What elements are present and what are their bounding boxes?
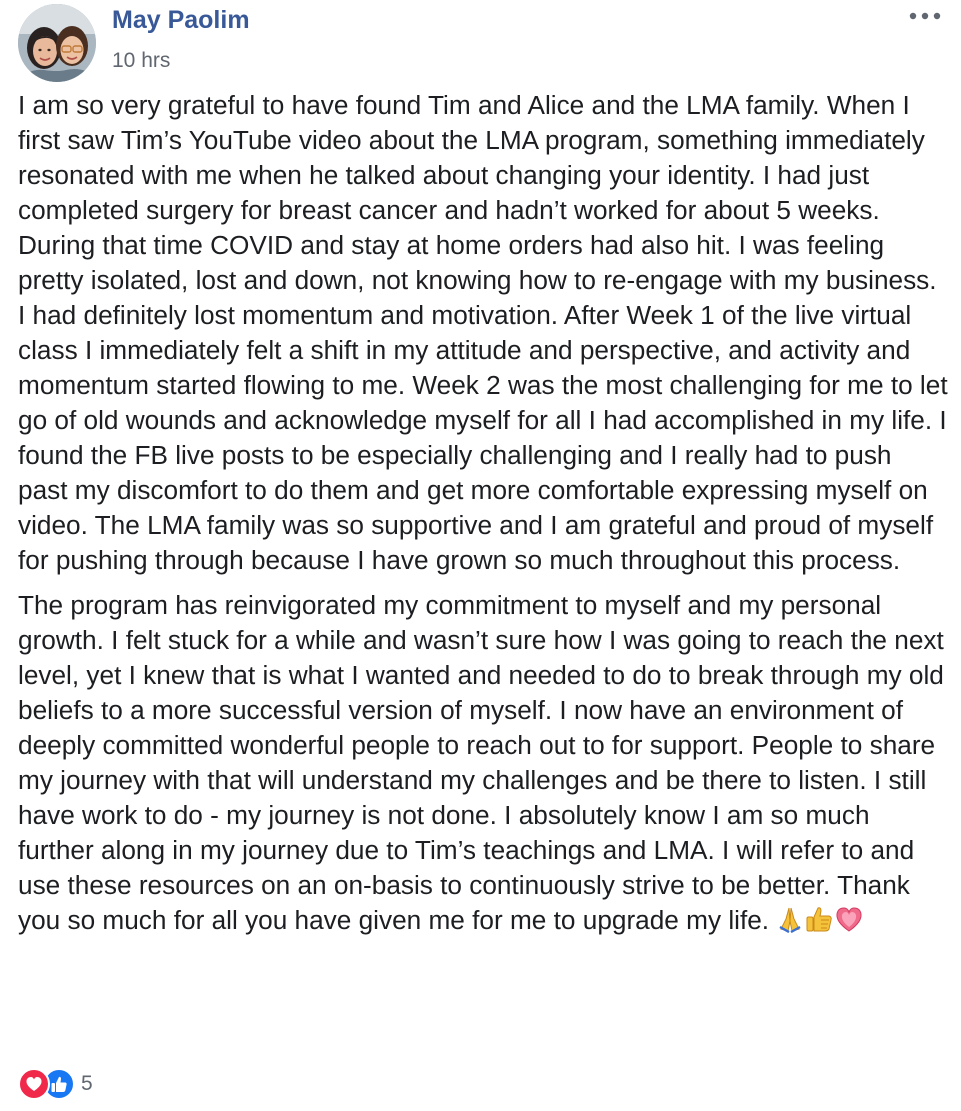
post-timestamp-link[interactable]: 10 hrs [112, 49, 171, 72]
more-options-button[interactable] [907, 6, 943, 26]
avatar-photo-icon [18, 4, 96, 82]
more-dots-icon [907, 6, 943, 26]
post-paragraph: I am so very grateful to have found Tim and Alice and the LMA family. When I first saw Tim’s YouTube video about the LMA program, something immediately resonated with me when he talked about changing your identity. I had just completed surgery for breast cancer and hadn’t worked for about 5 weeks. During that time COVID and stay at home orders had also hit. I was feeling pretty isolated, lost and down, not knowing how to re-engage with my business. I had definitely lost momentum and motivation. After Week 1 of the live virtual class I immediately felt a shift in my attitude and perspective, and activity and momentum started flowing to me. Week 2 was the most challenging for me to let go of old wounds and acknowledge myself for all I had accomplished in my life. I found the FB live posts to be especially challenging and I really had to push past my discomfort to do them and get more comfortable expressing myself on video. The LMA family was so supportive and I am grateful and proud of myself for pushing through because I have grown so much throughout this process. [18, 90, 948, 575]
folded-hands-icon [776, 905, 804, 933]
reactions-summary[interactable] [18, 1067, 93, 1101]
heart-icon [834, 905, 864, 933]
emoji-group [776, 905, 864, 933]
author-name-link[interactable]: May Paolim [112, 6, 250, 34]
post-header [18, 2, 943, 80]
reaction-count: 5 [81, 1072, 93, 1095]
thumbs-up-icon [804, 905, 834, 933]
avatar[interactable] [18, 4, 96, 82]
post-paragraph-text: The program has reinvigorated my commitment to myself and my personal growth. I felt stuck for a while and wasn’t sure how I was going to reach the next level, yet I knew that is what I wanted and needed to do to break through my old beliefs to a more successful version of myself. I now have an environment of deeply committed wonderful people to reach out to for support. People to share my journey with that will understand my challenges and be there to listen. I still have work to do - my journey is not done. I absolutely know I am so much further along in my journey due to Tim’s teachings and LMA. I will refer to and use these resources on an on-basis to continuously strive to be better. Thank you so much for all you have given me for me to upgrade my life. [18, 590, 944, 935]
post-paragraph-last [18, 588, 948, 938]
love-reaction-icon [18, 1068, 50, 1100]
post-body [18, 88, 948, 948]
